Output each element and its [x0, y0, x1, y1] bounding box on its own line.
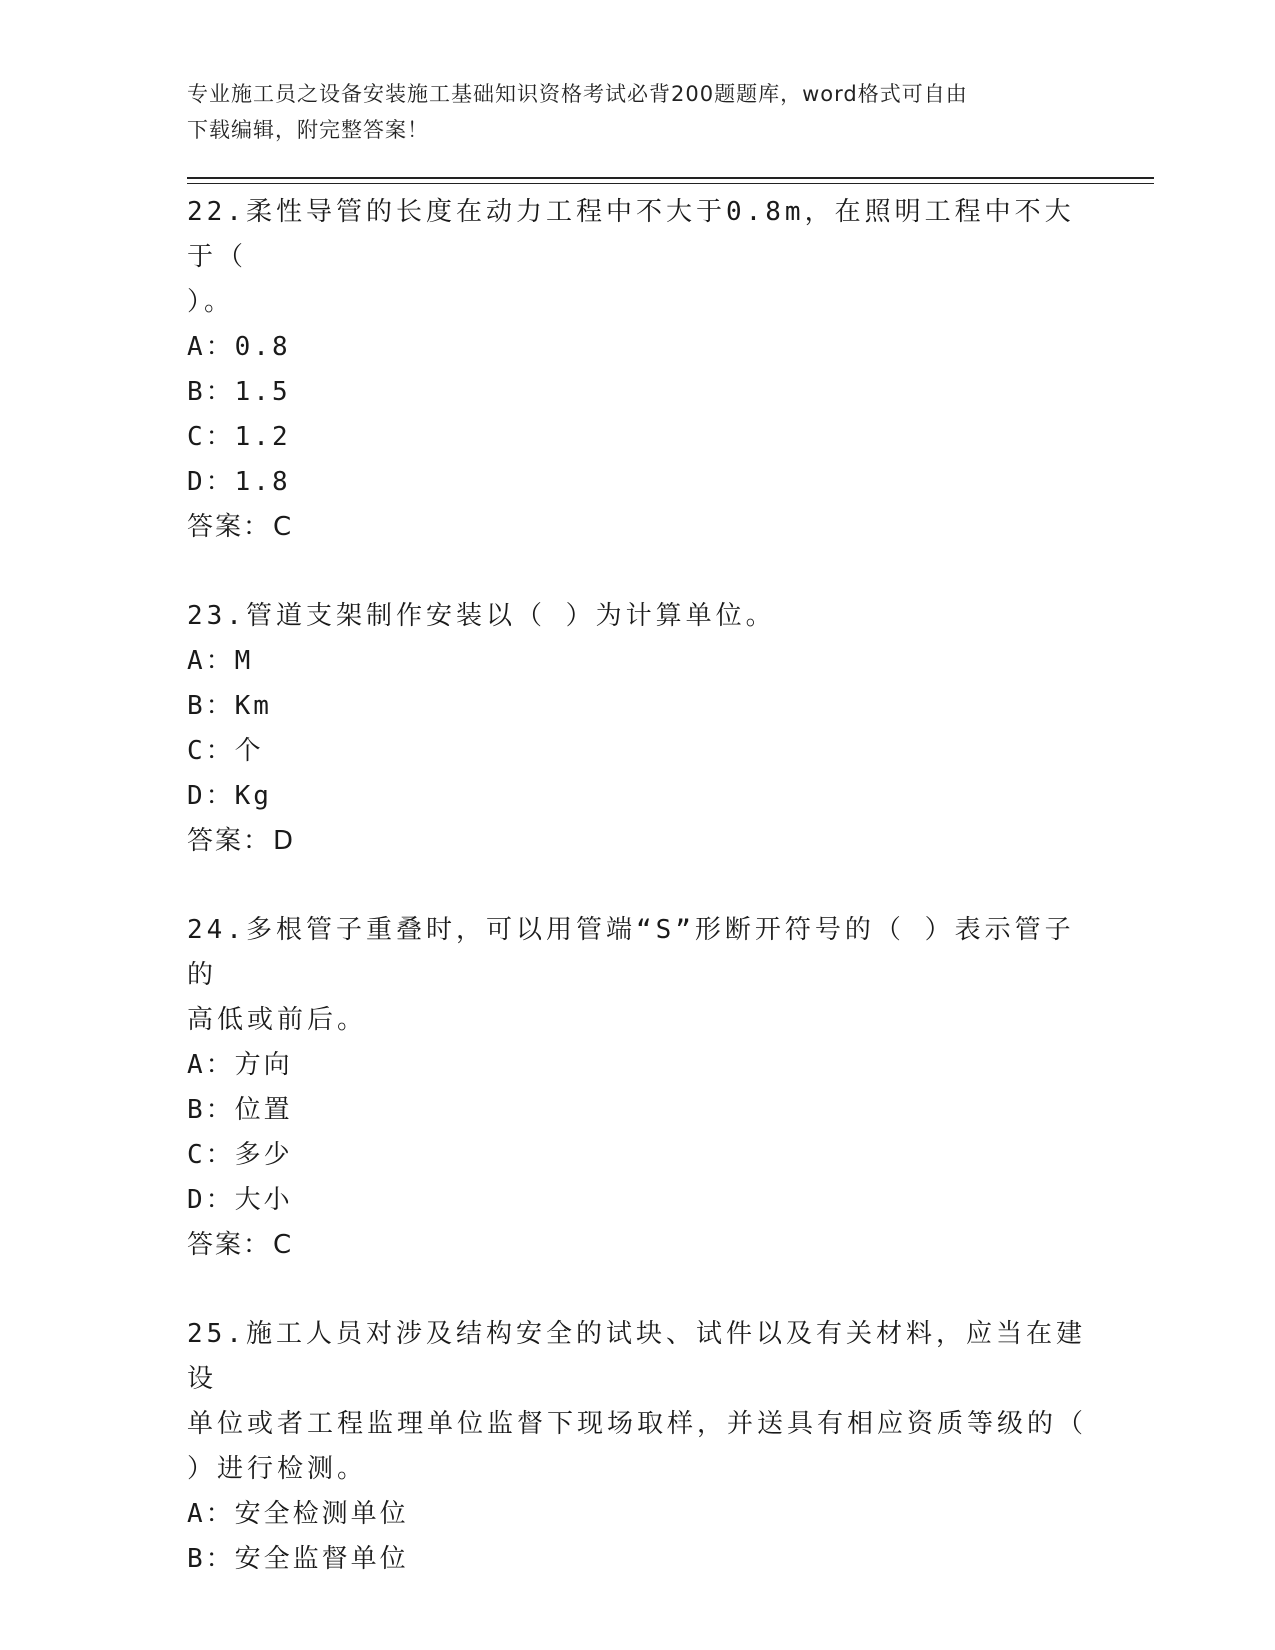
answer-line: [187, 505, 1087, 550]
option-c: C：多少: [187, 1140, 293, 1170]
option-a: A：方向: [187, 1050, 293, 1080]
answer-line: [187, 1223, 1087, 1268]
answer-label: 答案：: [187, 1230, 272, 1260]
answer-value: C: [273, 512, 294, 542]
option-b: B：1.5: [187, 377, 291, 407]
option-c: C：1.2: [187, 422, 291, 452]
answer-label: 答案：: [187, 826, 272, 856]
answer-value: D: [273, 826, 296, 856]
option-c: C：个: [187, 736, 264, 766]
question-23: [187, 594, 1087, 864]
header-divider-thick: [187, 177, 1154, 179]
question-list: [187, 190, 1087, 1626]
option-b: B：位置: [187, 1095, 293, 1125]
header-line-2: 下载编辑，附完整答案！: [187, 118, 429, 142]
option-a: A：安全检测单位: [187, 1499, 409, 1529]
header-line-1: 专业施工员之设备安装施工基础知识资格考试必背200题题库，word格式可自由: [187, 82, 968, 106]
question-25: [187, 1312, 1087, 1582]
question-24: [187, 908, 1087, 1268]
question-text-line: 24.多根管子重叠时，可以用管端“S”形断开符号的（ ）表示管子的: [187, 915, 1075, 990]
option-d: D：Kg: [187, 781, 272, 811]
option-a: A：M: [187, 646, 254, 676]
question-text-line: 25.施工人员对涉及结构安全的试块、试件以及有关材料，应当在建设: [187, 1319, 1086, 1394]
document-header: [187, 76, 1067, 148]
option-a: A：0.8: [187, 332, 291, 362]
answer-value: C: [273, 1230, 294, 1260]
question-text-line: ）进行检测。: [187, 1454, 368, 1484]
question-text-line: ）。: [187, 287, 235, 317]
option-b: B：安全监督单位: [187, 1544, 409, 1574]
option-d: D：大小: [187, 1185, 293, 1215]
option-d: D：1.8: [187, 467, 291, 497]
question-text-line: 高低或前后。: [187, 1005, 368, 1035]
question-text-line: 单位或者工程监理单位监督下现场取样，并送具有相应资质等级的（: [187, 1409, 1088, 1439]
answer-line: [187, 819, 1087, 864]
option-b: B：Km: [187, 691, 272, 721]
question-22: [187, 190, 1087, 550]
answer-label: 答案：: [187, 512, 272, 542]
question-text-line: 22.柔性导管的长度在动力工程中不大于0.8m，在照明工程中不大于（: [187, 197, 1075, 272]
header-divider-thin: [187, 183, 1154, 184]
question-text-line: 23.管道支架制作安装以（ ）为计算单位。: [187, 601, 776, 631]
